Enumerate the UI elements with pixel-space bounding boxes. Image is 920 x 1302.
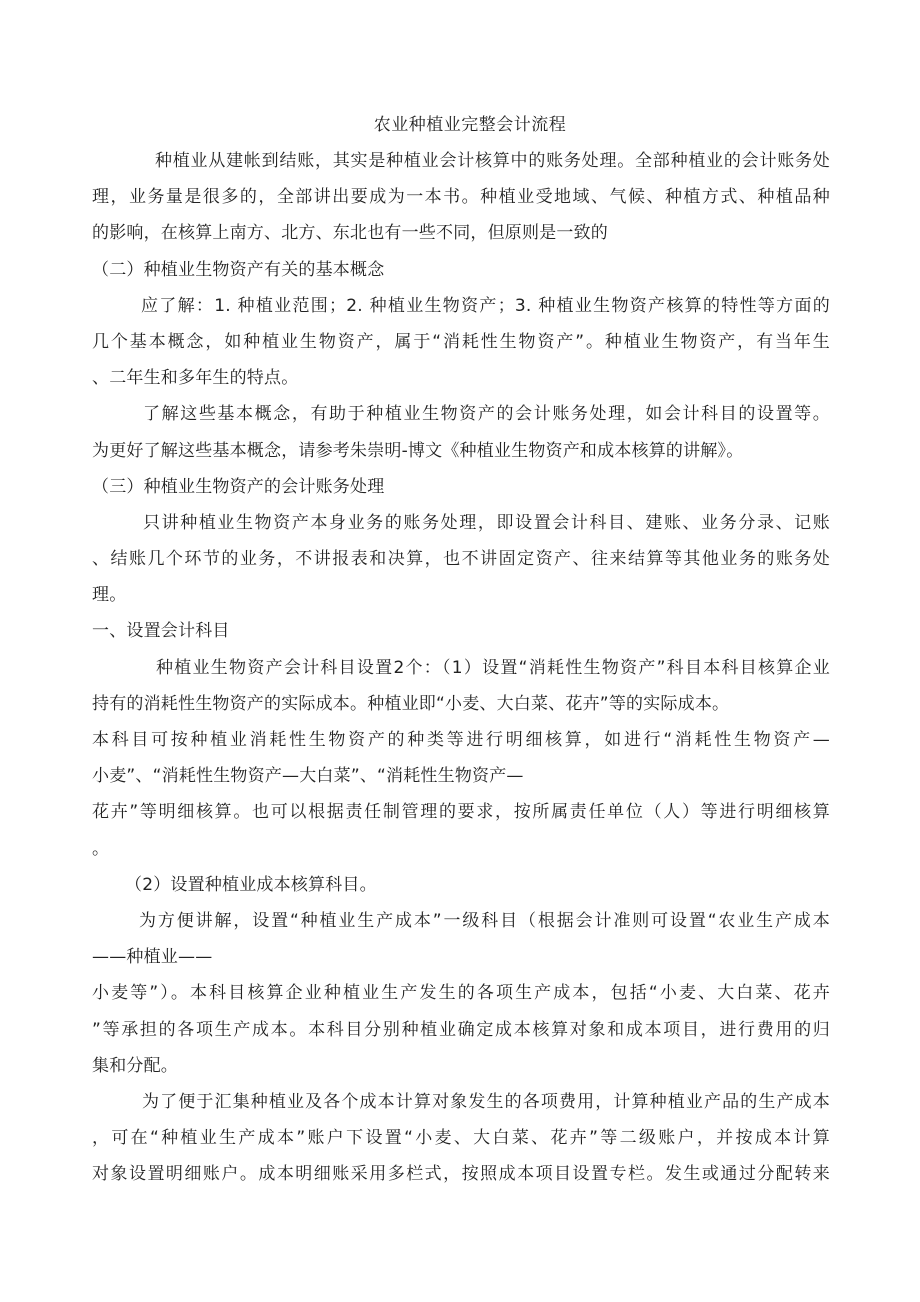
text-line: 集和分配。 [92, 1055, 178, 1076]
text-line: 一、设置会计科目 [92, 621, 230, 642]
text-line: 为更好了解这些基本概念，请参考朱崇明-博文《种植业生物资产和成本核算的讲解》。 [92, 440, 744, 461]
text-line: 只讲种植业生物资产本身业务的账务处理，即设置会计科目、建账、业务分录、记账 [143, 512, 830, 533]
text-line: （2）设置种植业成本核算科目。 [125, 874, 377, 895]
document-content [92, 107, 830, 1192]
text-line: 的影响，在核算上南方、北方、东北也有一些不同，但原则是一致的 [92, 223, 608, 244]
text-line: （二）种植业生物资产有关的基本概念 [92, 259, 385, 280]
text-line: 为方便讲解，设置“种植业生产成本”一级科目（根据会计准则可设置“农业生产成本 [139, 910, 830, 931]
text-line: 为了便于汇集种植业及各个成本计算对象发生的各项费用，计算种植业产品的生产成本 [142, 1091, 830, 1112]
text-line: 理。 [92, 585, 127, 606]
text-line: 小麦”、“消耗性生物资产—大白菜”、“消耗性生物资产— [92, 766, 524, 787]
text-line: 持有的消耗性生物资产的实际成本。种植业即“小麦、大白菜、花卉”等的实际成本。 [92, 693, 730, 714]
text-line: 种植业从建帐到结账，其实是种植业会计核算中的账务处理。全部种植业的会计账务处 [155, 151, 830, 171]
text-line: 种植业生物资产会计科目设置2个：（1）设置“消耗性生物资产”科目本科目核算企业 [156, 657, 830, 678]
text-line: 几个基本概念，如种植业生物资产，属于“消耗性生物资产”。种植业生物资产，有当年生 [92, 331, 830, 352]
text-line: 。 [92, 838, 110, 859]
text-line: （三）种植业生物资产的会计账务处理 [92, 476, 385, 497]
document-body [92, 143, 830, 1192]
text-line: 应了解：1. 种植业范围；2. 种植业生物资产；3. 种植业生物资产核算的特性等方面的 [141, 295, 830, 316]
text-line: 、结账几个环节的业务，不讲报表和决算，也不讲固定资产、往来结算等其他业务的账务处 [92, 549, 830, 570]
text-line: 小麦等”）。本科目核算企业种植业生产发生的各项生产成本，包括“小麦、大白菜、花卉 [92, 983, 830, 1004]
text-line: 对象设置明细账户。成本明细账采用多栏式，按照成本项目设置专栏。发生或通过分配转来 [92, 1164, 830, 1185]
text-line: ——种植业—— [92, 947, 213, 968]
text-line: 、二年生和多年生的特点。 [92, 368, 299, 389]
text-line: 花卉”等明细核算。也可以根据责任制管理的要求，按所属责任单位（人）等进行明细核算 [92, 802, 830, 823]
text-line: ”等承担的各项生产成本。本科目分别种植业确定成本核算对象和成本项目，进行费用的归 [92, 1019, 830, 1040]
text-line: 理，业务量是很多的，全部讲出要成为一本书。种植业受地域、气候、种植方式、种植品种 [92, 187, 830, 208]
text-line: ，可在“种植业生产成本”账户下设置“小麦、大白菜、花卉”等二级账户，并按成本计算 [92, 1128, 830, 1149]
text-line: 本科目可按种植业消耗性生物资产的种类等进行明细核算，如进行“消耗性生物资产— [92, 730, 830, 750]
document-title: 农业种植业完整会计流程 [373, 115, 567, 135]
text-line: 了解这些基本概念，有助于种植业生物资产的会计账务处理，如会计科目的设置等。 [143, 404, 830, 425]
